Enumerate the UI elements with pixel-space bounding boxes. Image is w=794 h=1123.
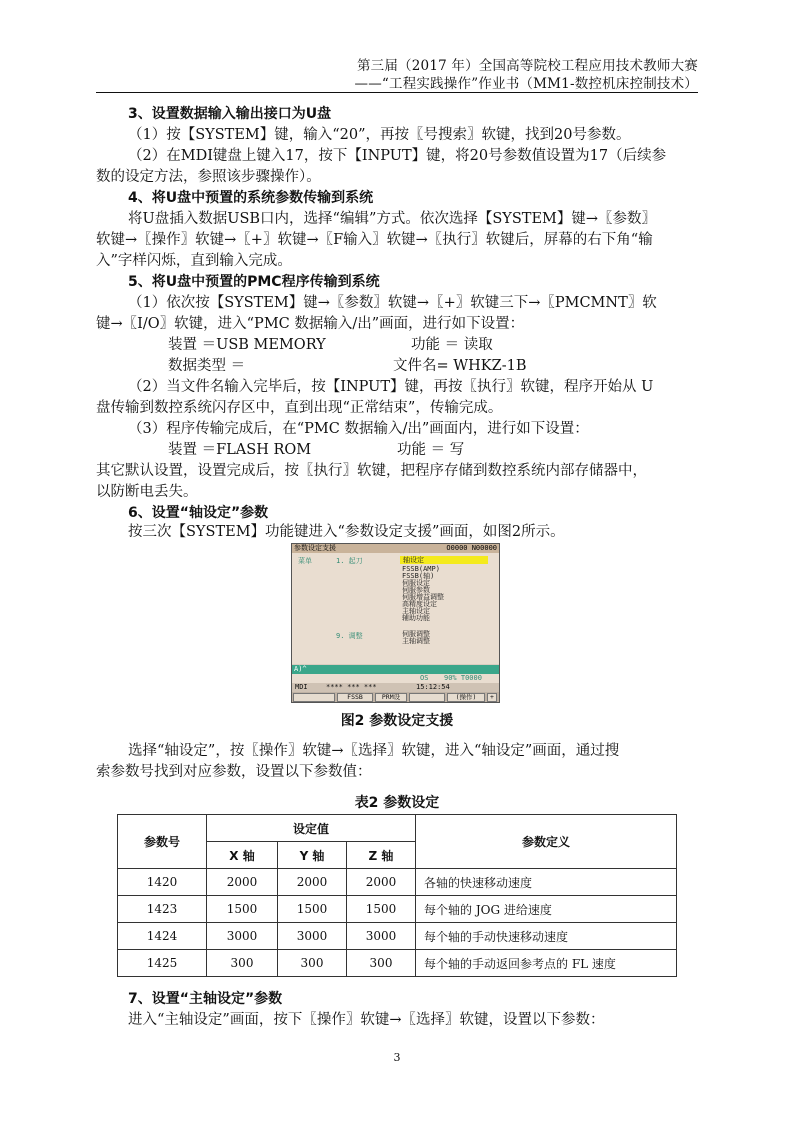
header-title: 第三届（2017 年）全国高等院校工程应用技术教师大赛 — [356, 58, 698, 74]
section-4-heading: 4、将U盘中预置的系统参数传输到系统 — [128, 190, 374, 206]
setting-filename: 文件名= WHKZ-1B — [393, 358, 527, 374]
paragraph: （2）在MDI键盘上键入17，按下【INPUT】键，将20号参数值设置为17（后续参 — [128, 148, 667, 164]
paragraph: 选择“轴设定”，按〖操作〗软键→〖选择〗软键，进入“轴设定”画面，通过搜 — [128, 743, 620, 759]
paragraph: 软键→〖操作〗软键→〖+〗软键→〖F输入〗软键→〖执行〗软键后，屏幕的右下角“输 — [96, 232, 653, 248]
cnc-list-item[interactable]: 伺服增益调整 — [402, 593, 444, 601]
header-x-axis: X 轴 — [207, 842, 278, 869]
cell-z: 1500 — [347, 896, 416, 923]
paragraph: 键→〖I/O〗软键，进入“PMC 数据输入/出”画面，进行如下设置： — [96, 316, 525, 332]
header-rule — [96, 92, 698, 93]
cell-param-no: 1425 — [118, 950, 207, 977]
cell-y: 2000 — [278, 869, 347, 896]
cell-z: 2000 — [347, 869, 416, 896]
header-z-axis: Z 轴 — [347, 842, 416, 869]
table-row — [118, 923, 677, 950]
cnc-soft-key-plus[interactable]: + — [487, 693, 497, 702]
paragraph: 将U盘插入数据USB口内，选择“编辑”方式。依次选择【SYSTEM】键→〖参数〗 — [128, 211, 657, 227]
cell-param-no: 1424 — [118, 923, 207, 950]
header-set-value: 设定值 — [207, 815, 416, 842]
cnc-os-label: OS — [420, 674, 429, 682]
cnc-list-item[interactable]: 主轴调整 — [402, 637, 430, 645]
cell-z: 3000 — [347, 923, 416, 950]
cnc-state-stars: **** *** *** — [326, 683, 377, 691]
paragraph: 入”字样闪烁，直到输入完成。 — [96, 253, 292, 269]
table-caption: 表2 参数设定 — [354, 795, 440, 811]
cell-x: 2000 — [207, 869, 278, 896]
cnc-list-item[interactable]: 主轴设定 — [402, 607, 430, 615]
cnc-list-item[interactable]: 高精度设定 — [402, 600, 437, 608]
table-row — [118, 896, 677, 923]
figure-caption: 图2 参数设定支援 — [340, 713, 454, 729]
cell-definition: 每个轴的手动快速移动速度 — [416, 923, 677, 950]
cnc-list-item[interactable]: FSSB(AMP) — [402, 565, 440, 573]
cell-y: 3000 — [278, 923, 347, 950]
cnc-soft-keys — [292, 692, 499, 702]
cnc-soft-key-operate[interactable]: (操作) — [447, 693, 485, 702]
section-6-heading: 6、设置“轴设定”参数 — [128, 505, 269, 521]
paragraph: （3）程序传输完成后，在“PMC 数据输入/出”画面内，进行如下设置： — [128, 421, 589, 437]
paragraph: （1）按【SYSTEM】键，输入“20”，再按〖号搜索〗软键，找到20号参数。 — [128, 127, 631, 143]
cnc-mode: MDI — [295, 683, 308, 691]
header-param-no: 参数号 — [118, 815, 207, 869]
cnc-screen-figure — [291, 543, 500, 703]
cnc-menu-label: 菜单 — [298, 557, 312, 565]
cnc-input-prompt: A)^ — [292, 665, 499, 674]
cnc-soft-key-prm[interactable]: PRM设 — [375, 693, 407, 702]
cell-param-no: 1423 — [118, 896, 207, 923]
cnc-title: 参数设定支援 — [294, 544, 336, 552]
cnc-menu-start: 1. 起刀 — [336, 557, 363, 565]
paragraph: （2）当文件名输入完毕后，按【INPUT】键，再按〖执行〗软键，程序开始从 U — [128, 379, 654, 395]
section-7-heading: 7、设置“主轴设定”参数 — [128, 991, 283, 1007]
paragraph: 盘传输到数控系统闪存区中，直到出现“正常结束”，传输完成。 — [96, 400, 503, 416]
cnc-list-item[interactable]: 伺服调整 — [402, 630, 430, 638]
cnc-program-number: O0000 N00000 — [446, 544, 497, 552]
cell-definition: 每个轴的手动返回参考点的 FL 速度 — [416, 950, 677, 977]
cnc-selected-item[interactable]: 轴设定 — [400, 556, 488, 564]
cnc-clock: 15:12:54 — [416, 683, 450, 691]
cnc-list-item[interactable]: 伺服设定 — [402, 579, 430, 587]
cnc-body — [292, 553, 499, 664]
header-definition: 参数定义 — [416, 815, 677, 869]
paragraph: （1）依次按【SYSTEM】键→〖参数〗软键→〖+〗软键三下→〖PMCMNT〗软 — [128, 295, 657, 311]
paragraph: 数的设定方法，参照该步骤操作）。 — [96, 169, 321, 185]
paragraph: 进入“主轴设定”画面，按下〖操作〗软键→〖选择〗软键，设置以下参数： — [128, 1012, 605, 1028]
cell-x: 300 — [207, 950, 278, 977]
header-y-axis: Y 轴 — [278, 842, 347, 869]
cell-z: 300 — [347, 950, 416, 977]
page-number: 3 — [393, 1051, 401, 1064]
cnc-title-bar — [292, 544, 499, 553]
cnc-soft-key[interactable] — [293, 693, 335, 702]
paragraph: 其它默认设置，设置完成后，按〖执行〗软键，把程序存储到数控系统内部存储器中， — [96, 463, 647, 479]
table-header-row — [118, 815, 677, 842]
header-subtitle: ——“工程实践操作”作业书（MM1-数控机床控制技术） — [354, 76, 698, 92]
cell-y: 300 — [278, 950, 347, 977]
cell-y: 1500 — [278, 896, 347, 923]
setting-device: 装置 ＝USB MEMORY — [168, 337, 326, 353]
setting-datatype: 数据类型 ＝ — [168, 358, 246, 374]
cnc-list-item[interactable]: 伺服参数 — [402, 586, 430, 594]
setting-function: 功能 ＝ 写 — [397, 442, 465, 458]
cnc-menu-adjust: 9. 调整 — [336, 632, 363, 640]
section-5-heading: 5、将U盘中预置的PMC程序传输到系统 — [128, 274, 380, 290]
cell-x: 3000 — [207, 923, 278, 950]
cnc-soft-key[interactable] — [409, 693, 445, 702]
cnc-rate: 90% T0000 — [444, 674, 482, 682]
cnc-list-item[interactable]: FSSB(轴) — [402, 572, 435, 580]
paragraph: 以防断电丢失。 — [96, 484, 198, 500]
parameter-table — [117, 814, 677, 977]
setting-device: 装置 ＝FLASH ROM — [168, 442, 312, 458]
cell-x: 1500 — [207, 896, 278, 923]
cnc-soft-key-fssb[interactable]: FSSB — [337, 693, 373, 702]
cnc-list-item[interactable]: 辅助功能 — [402, 614, 430, 622]
section-3-heading: 3、设置数据输入输出接口为U盘 — [128, 106, 332, 122]
paragraph: 索参数号找到对应参数，设置以下参数值： — [96, 764, 372, 780]
cnc-status-line — [292, 674, 499, 683]
table-row — [118, 950, 677, 977]
cell-definition: 各轴的快速移动速度 — [416, 869, 677, 896]
cell-definition: 每个轴的 JOG 进给速度 — [416, 896, 677, 923]
table-row — [118, 869, 677, 896]
paragraph: 按三次【SYSTEM】功能键进入“参数设定支援”画面，如图2所示。 — [128, 524, 565, 540]
cnc-mode-line — [292, 683, 499, 692]
setting-function: 功能 ＝ 读取 — [411, 337, 493, 353]
cell-param-no: 1420 — [118, 869, 207, 896]
